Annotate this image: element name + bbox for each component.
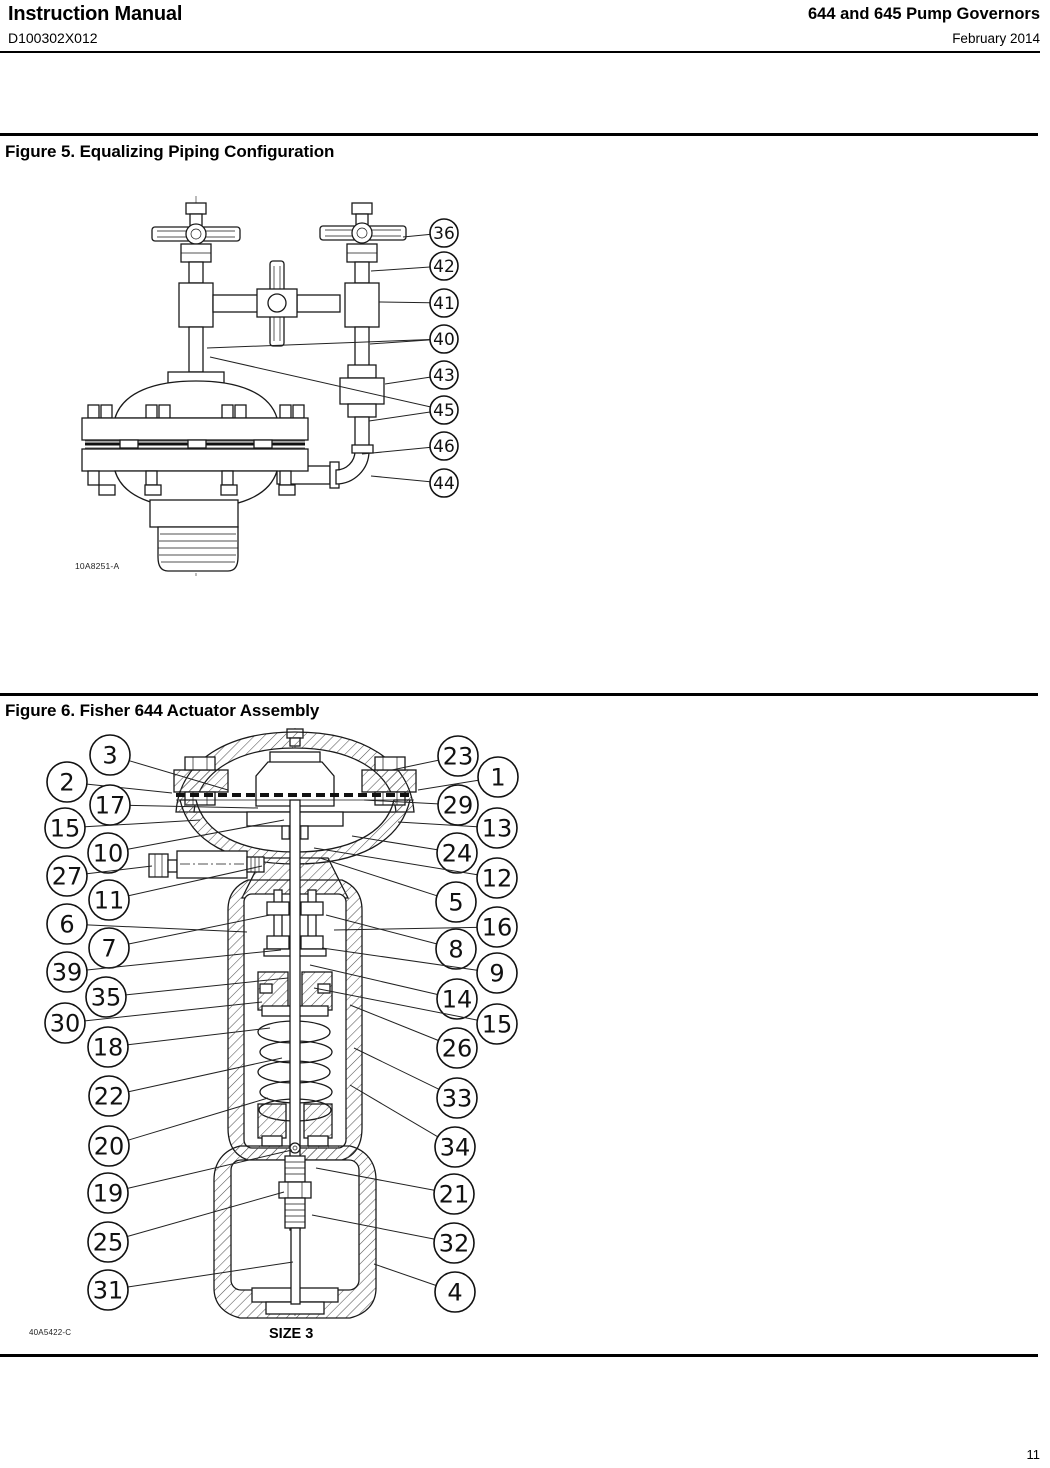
callout-46 (362, 432, 458, 460)
callout-number: 31 (92, 1276, 124, 1305)
leader-line (385, 377, 430, 384)
threaded-connection (158, 527, 238, 571)
callout-number: 4 (447, 1278, 463, 1307)
callout-number: 40 (433, 330, 455, 351)
product-title: 644 and 645 Pump Governors (807, 5, 1040, 23)
figure5-drawing-number: 10A8251-A (75, 561, 120, 571)
middle-needle-valve (257, 261, 340, 346)
figure6-drawing (0, 725, 540, 1353)
callout-number: 19 (92, 1179, 124, 1208)
callout-42 (371, 252, 458, 280)
callout-number: 6 (59, 910, 75, 939)
leader-line (369, 412, 430, 421)
callout-number: 15 (481, 1010, 513, 1039)
callout-number: 5 (448, 888, 464, 917)
callout-number: 15 (49, 814, 81, 843)
side-fitting (149, 851, 264, 878)
leader-line (354, 1048, 439, 1089)
callout-number: 23 (442, 742, 474, 771)
callout-number: 1 (490, 763, 506, 792)
manual-title: Instruction Manual (8, 3, 183, 25)
callout-43 (385, 361, 458, 389)
callout-number: 21 (438, 1180, 470, 1209)
callout-number: 13 (481, 814, 513, 843)
callout-44 (371, 469, 458, 497)
callout-number: 8 (448, 935, 464, 964)
equalizing-piping-drawing (82, 196, 406, 578)
callout-number: 17 (94, 791, 126, 820)
callout-number: 7 (101, 934, 117, 963)
figure5-drawing (0, 170, 540, 690)
callout-number: 26 (441, 1034, 473, 1063)
leader-line (207, 340, 430, 349)
figure5-top-rule (0, 133, 1038, 136)
callout-41 (379, 289, 458, 317)
callout-number: 25 (92, 1228, 124, 1257)
figure6-drawing-number: 40A5422-C (29, 1328, 72, 1337)
document-number: D100302X012 (8, 30, 98, 46)
left-flange (174, 770, 228, 792)
figure6-top-rule (0, 693, 1038, 696)
callout-number: 36 (433, 224, 455, 245)
callout-number: 22 (93, 1082, 125, 1111)
size-label: SIZE 3 (269, 1326, 314, 1342)
callout-36 (403, 219, 458, 247)
callout-number: 3 (102, 741, 118, 770)
callout-number: 44 (433, 474, 455, 495)
leader-line (374, 1264, 436, 1286)
callout-number: 18 (92, 1033, 124, 1062)
callout-number: 42 (433, 257, 455, 278)
leader-line (403, 234, 430, 237)
callout-number: 45 (433, 401, 455, 422)
callout-number: 32 (438, 1229, 470, 1258)
callout-number: 29 (442, 791, 474, 820)
vent-hole (290, 1143, 300, 1153)
callout-40 (207, 325, 458, 353)
callout-24 (352, 833, 477, 873)
header-rule (0, 51, 1040, 53)
callout-number: 41 (433, 294, 455, 315)
callout-number: 39 (51, 958, 83, 987)
page-number: 11 (1026, 1447, 1040, 1462)
callout-number: 27 (51, 862, 83, 891)
leader-line (371, 267, 430, 271)
callout-number: 16 (481, 913, 513, 942)
callout-number: 30 (49, 1009, 81, 1038)
actuator-dome (82, 372, 308, 571)
callout-number: 46 (433, 437, 455, 458)
pipe-union (340, 365, 384, 451)
figure6-title: Figure 6. Fisher 644 Actuator Assembly (5, 701, 320, 720)
callout-number: 35 (90, 983, 122, 1012)
right-flange (362, 770, 416, 792)
callout-6 (47, 904, 247, 944)
callout-number: 11 (93, 886, 125, 915)
actuator-assembly-drawing (149, 728, 416, 1318)
publication-date: February 2014 (952, 31, 1040, 46)
callout-4 (374, 1264, 475, 1312)
callout-number: 33 (441, 1084, 473, 1113)
callout-number: 34 (439, 1133, 471, 1162)
leader-line (379, 302, 430, 303)
callout-number: 12 (481, 864, 513, 893)
figure5-title: Figure 5. Equalizing Piping Configuration (5, 142, 335, 161)
leader-line (350, 1085, 438, 1137)
callout-number: 43 (433, 366, 455, 387)
figure6-bottom-rule (0, 1354, 1038, 1357)
callout-number: 9 (489, 959, 505, 988)
callout-number: 20 (93, 1132, 125, 1161)
leader-line (371, 476, 430, 482)
callout-number: 10 (92, 839, 124, 868)
callout-number: 2 (59, 768, 75, 797)
callout-number: 14 (441, 985, 473, 1014)
callout-number: 24 (441, 839, 473, 868)
